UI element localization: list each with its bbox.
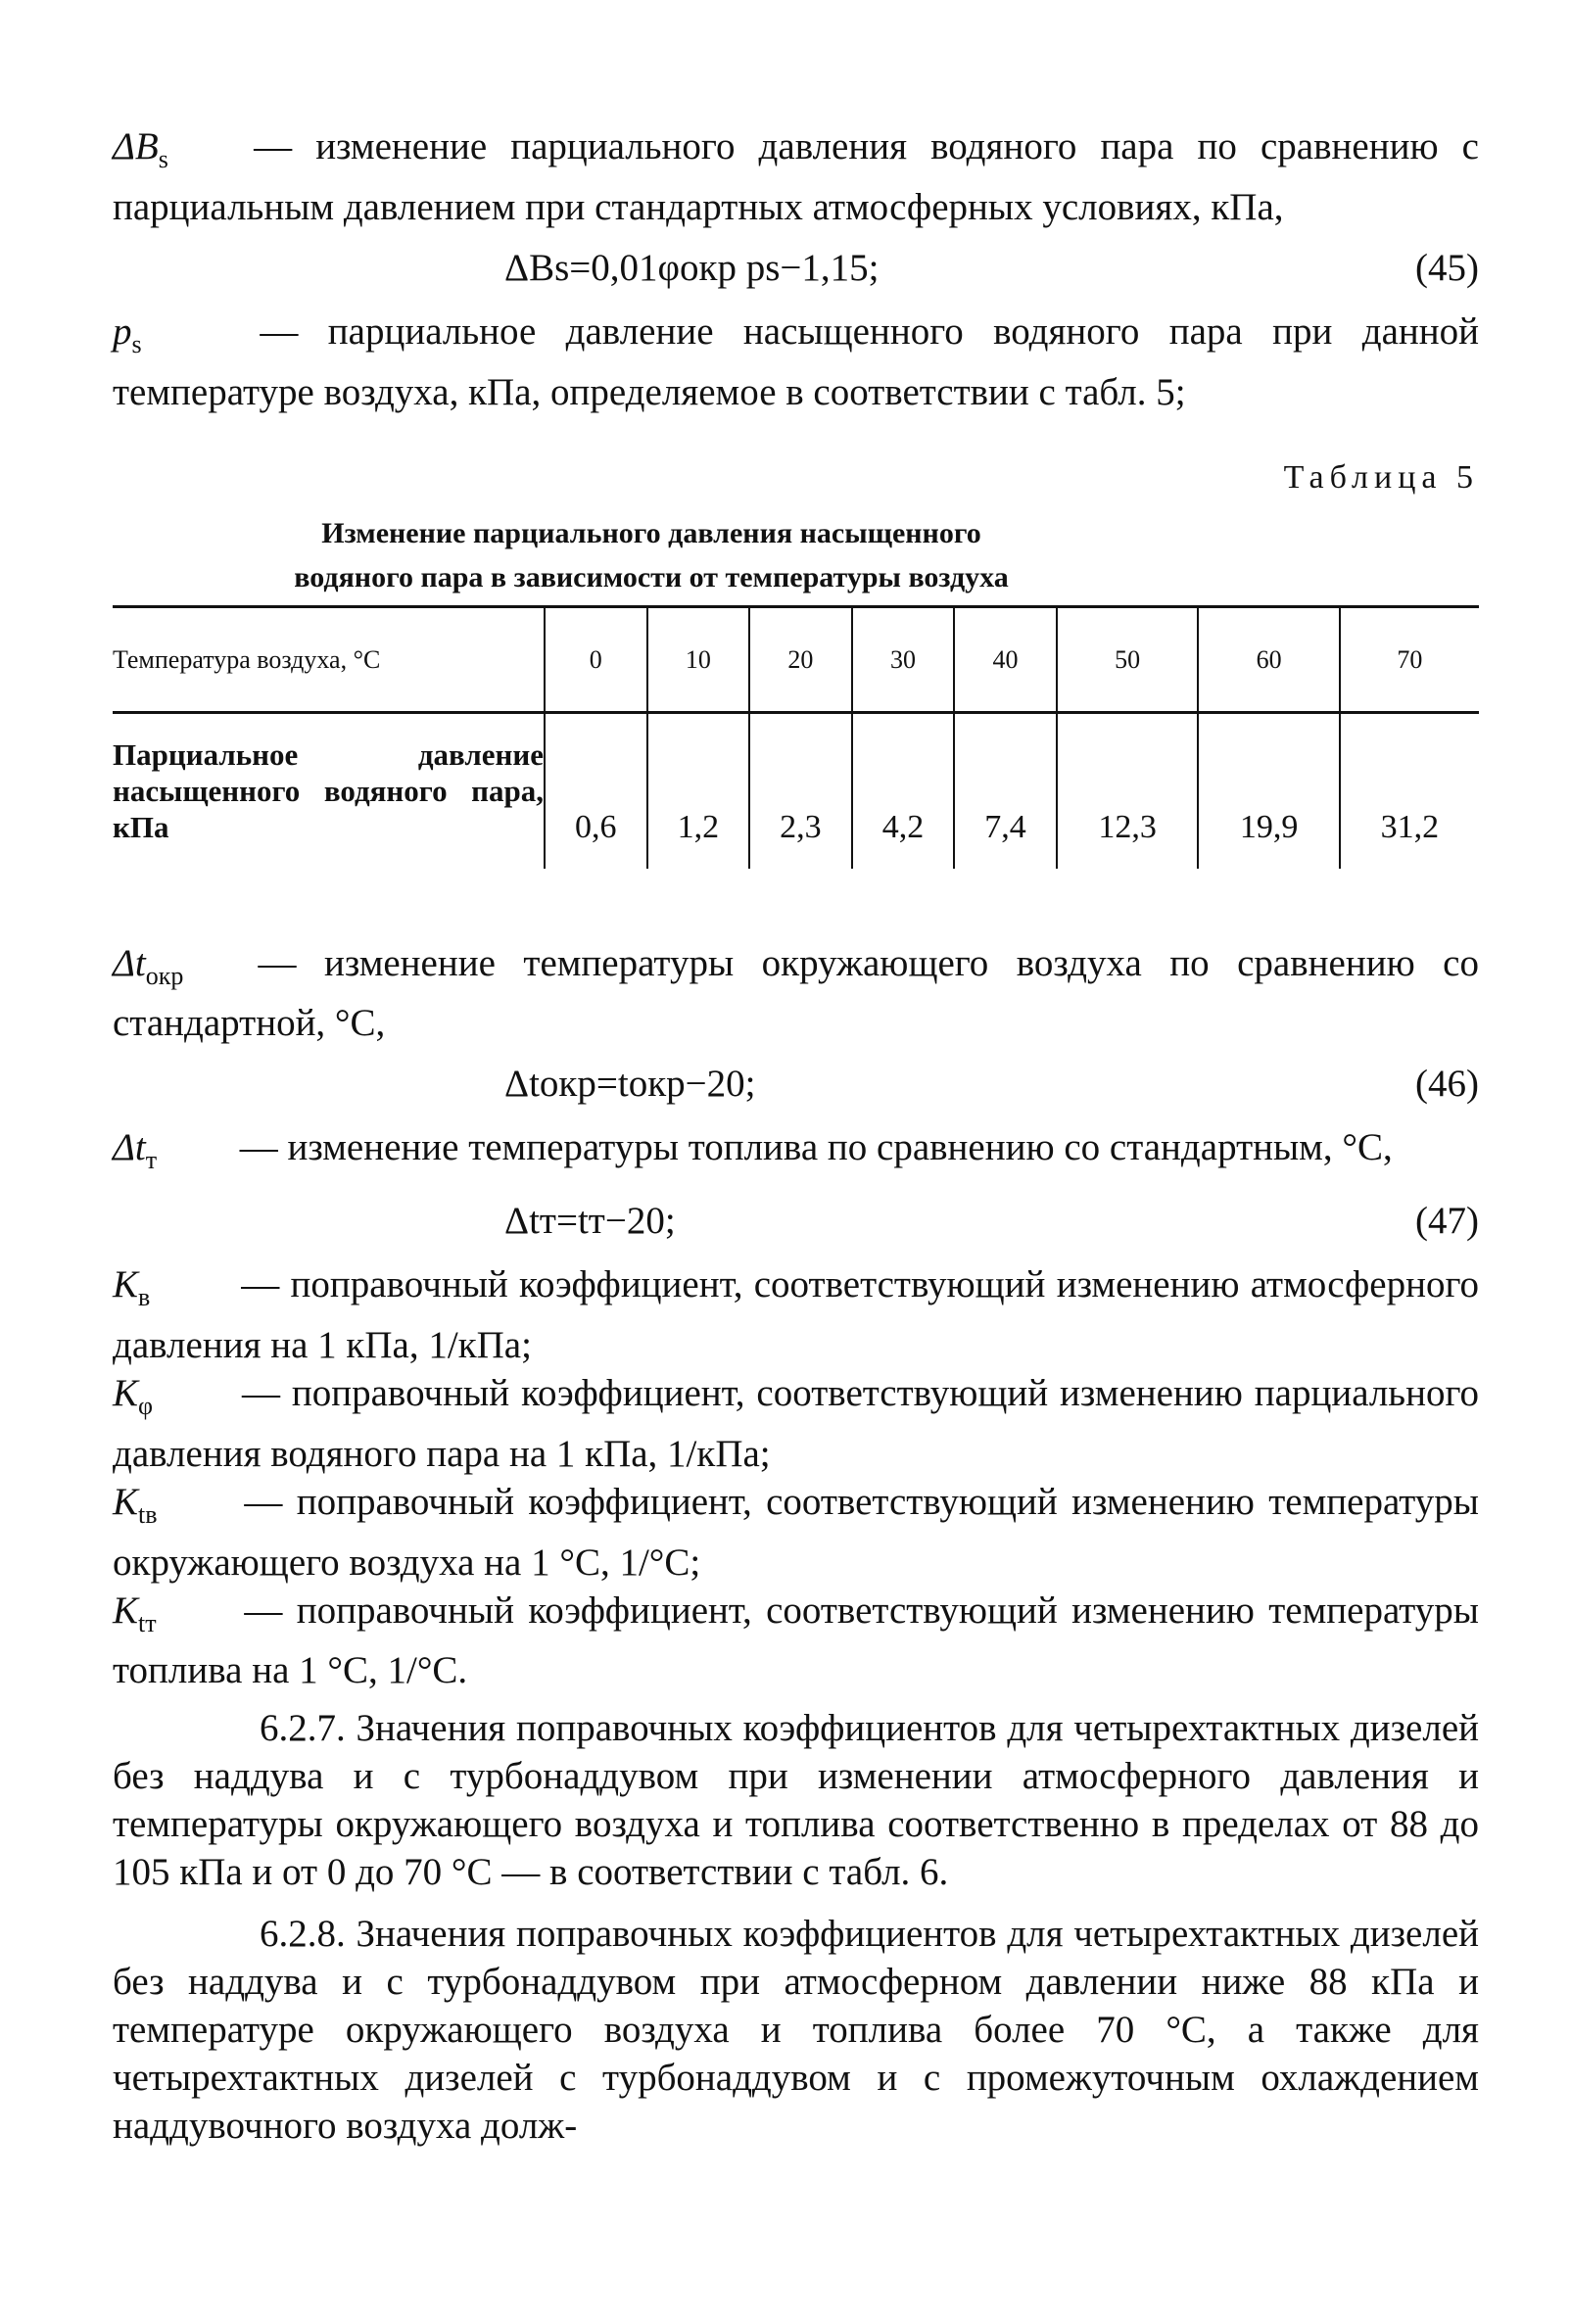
definition-text: — поправочный коэффициент, соответствующий изменению атмосферного давления на 1 кПа, 1/кПа; xyxy=(113,1263,1479,1366)
definition-kv xyxy=(113,1260,1479,1369)
value-cell: 0,6 xyxy=(545,712,647,869)
symbol: $K_{tв}$ xyxy=(113,1480,158,1529)
formula-expression: Δtт=tт−20; xyxy=(504,1200,676,1243)
definition-kphi xyxy=(113,1369,1479,1478)
definition-text: — изменение температуры окружающего воздуха по сравнению со стандартной, °С, xyxy=(113,941,1479,1045)
paragraph-6-2-7: 6.2.7. Значения поправочных коэффициентов для четырехтактных дизелей без наддува и с турбонаддувом при изменении атмосферного давления и температуры окружающего воздуха и топлива соответственно в пределах от 88 до 105 кПа и от 0 до 70 °С — в соответствии с табл. 6. xyxy=(113,1707,1479,1894)
definition-text: — изменение парциального давления водяного пара по сравнению с парциальным давлением при стандартных атмосферных условиях, кПа, xyxy=(113,125,1479,228)
formula-47 xyxy=(113,1196,1479,1247)
definition-ktv xyxy=(113,1478,1479,1587)
temp-cell: 40 xyxy=(954,606,1057,712)
value-cell: 2,3 xyxy=(749,712,852,869)
value-cell: 7,4 xyxy=(954,712,1057,869)
symbol: $\Delta t_т$ xyxy=(113,1126,158,1175)
document-page xyxy=(113,122,1479,2150)
value-cell: 4,2 xyxy=(852,712,955,869)
symbol: $p_s$ xyxy=(113,309,142,358)
row-label: Парциальное давление насыщенного водяного пара, кПа xyxy=(113,737,544,845)
table-value-row xyxy=(113,712,1479,869)
table-title-line: Изменение парциального давления насыщенного xyxy=(321,516,981,549)
paragraph-6-2-8: 6.2.8. Значения поправочных коэффициентов для четырехтактных дизелей без наддува и с турбонаддувом при атмосферном давлении ниже 88 кПа и температуре окружающего воздуха и топлива более 70 °С, а также для четырехтактных дизелей с турбонаддувом и с промежуточным охлаждением наддувочного воздуха долж- xyxy=(113,1913,1479,2148)
symbol: $K_\varphi$ xyxy=(113,1371,154,1420)
table-5 xyxy=(113,605,1479,869)
temp-cell: 0 xyxy=(545,606,647,712)
value-cell: 31,2 xyxy=(1340,712,1479,869)
formula-46 xyxy=(113,1059,1479,1110)
formula-number: (45) xyxy=(1415,246,1479,289)
definition-text: — изменение температуры топлива по сравнению со стандартным, °С, xyxy=(239,1126,1393,1169)
definition-delta-t-okr xyxy=(113,939,1479,1048)
formula-number: (46) xyxy=(1415,1063,1479,1106)
symbol: $K_{tт}$ xyxy=(113,1589,157,1637)
formula-expression: Δtокр=tокр−20; xyxy=(504,1063,756,1106)
temp-cell: 10 xyxy=(647,606,750,712)
definition-delta-bs xyxy=(113,122,1479,231)
temp-cell: 70 xyxy=(1340,606,1479,712)
header-label: Температура воздуха, °С xyxy=(113,606,545,712)
definition-text: — парциальное давление насыщенного водяного пара при данной температуре воздуха, кПа, определяемое в соответствии с табл. 5; xyxy=(113,309,1479,413)
definition-text: — поправочный коэффициент, соответствующий изменению температуры топлива на 1 °С, 1/°С. xyxy=(113,1589,1480,1692)
formula-45 xyxy=(113,243,1479,294)
symbol: $K_в$ xyxy=(113,1263,151,1311)
formula-number: (47) xyxy=(1415,1200,1479,1243)
table-title xyxy=(113,511,1190,599)
value-cell: 1,2 xyxy=(647,712,750,869)
temp-cell: 60 xyxy=(1198,606,1340,712)
definition-text: — поправочный коэффициент, соответствующий изменению парциального давления водяного пара на 1 кПа, 1/кПа; xyxy=(113,1371,1479,1475)
definition-text: — поправочный коэффициент, соответствующий изменению температуры окружающего воздуха на 1 °С, 1/°С; xyxy=(113,1480,1480,1584)
definition-ps xyxy=(113,308,1479,416)
symbol: $\Delta t_{окр}$ xyxy=(113,941,184,990)
formula-expression: ΔBs=0,01φокр ps−1,15; xyxy=(504,246,880,289)
temp-cell: 20 xyxy=(749,606,852,712)
table-title-line: водяного пара в зависимости от температуры воздуха xyxy=(294,560,1009,593)
definition-delta-t-t xyxy=(113,1123,1479,1184)
value-cell: 12,3 xyxy=(1057,712,1199,869)
value-cell: 19,9 xyxy=(1198,712,1340,869)
temp-cell: 30 xyxy=(852,606,955,712)
table-header-row xyxy=(113,606,1479,712)
table-label: Таблица 5 xyxy=(1283,458,1479,496)
symbol: $\Delta B_s$ xyxy=(113,125,168,173)
definition-ktt xyxy=(113,1587,1479,1695)
temp-cell: 50 xyxy=(1057,606,1199,712)
